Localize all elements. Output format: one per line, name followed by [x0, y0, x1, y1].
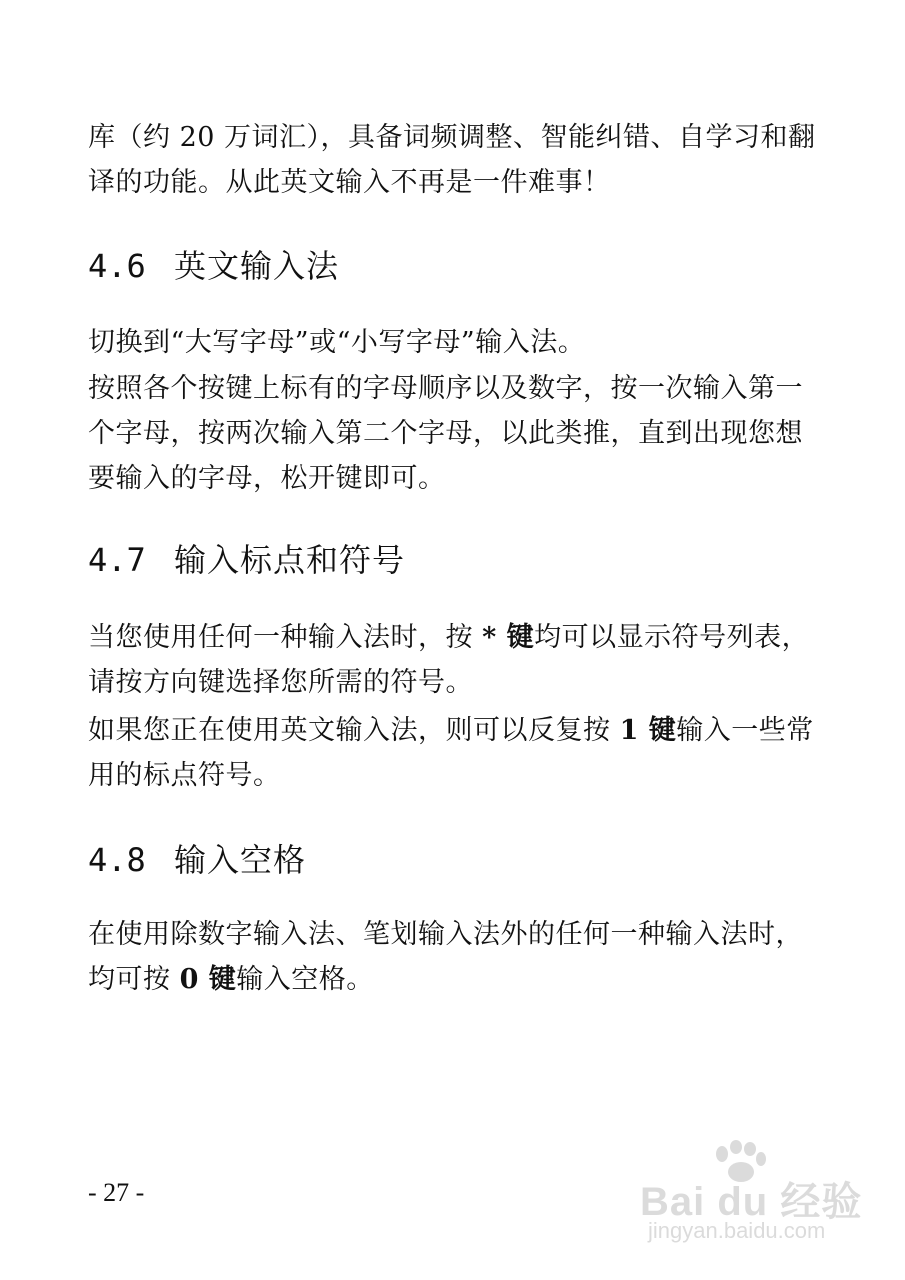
text-segment: 输入空格。 [236, 964, 374, 995]
intro-line-1: 库（约 20 万词汇），具备词频调整、智能纠错、自学习和翻 [88, 122, 816, 153]
section-number: 4.8 [88, 841, 146, 879]
paragraph-line [88, 957, 818, 1002]
paragraph-line [88, 708, 818, 753]
paragraph-line: 要输入的字母，松开键即可。 [88, 463, 446, 494]
paragraph-line: 个字母，按两次输入第二个字母，以此类推，直到出现您想 [88, 418, 803, 449]
paragraph-line: 请按方向键选择您所需的符号。 [88, 667, 473, 698]
section-4-6-paragraph-1 [88, 320, 818, 365]
intro-paragraph [88, 115, 818, 205]
watermark-brand: Bai du 经验 [640, 1180, 863, 1224]
watermark-url: jingyan.baidu.com [648, 1218, 826, 1243]
section-number: 4.7 [88, 541, 146, 579]
section-number: 4.6 [88, 247, 146, 285]
page-number: - 27 - [88, 1178, 145, 1207]
text-segment: 如果您正在使用英文输入法，则可以反复按 [88, 715, 620, 746]
key-label: * 键 [482, 622, 535, 653]
section-4-7-paragraph-2 [88, 708, 818, 798]
text-segment: 均可以显示符号列表， [534, 622, 810, 653]
paragraph-line [88, 615, 818, 660]
section-heading-4-6 [88, 246, 339, 286]
key-label: 1 键 [619, 715, 677, 746]
section-title: 输入标点和符号 [174, 541, 406, 579]
key-label: 0 键 [179, 964, 237, 995]
paragraph-line: 按照各个按键上标有的字母顺序以及数字，按一次输入第一 [88, 373, 803, 404]
section-heading-4-8 [88, 840, 306, 880]
text-segment: 输入一些常 [676, 715, 814, 746]
text-segment: 当您使用任何一种输入法时，按 [88, 622, 483, 653]
section-4-6-paragraph-2 [88, 366, 818, 501]
paragraph-line: 在使用除数字输入法、笔划输入法外的任何一种输入法时， [88, 919, 803, 950]
section-4-7-paragraph-1 [88, 615, 818, 705]
text-segment: 均可按 [88, 964, 180, 995]
section-4-8-paragraph-1 [88, 912, 818, 1002]
intro-line-2: 译的功能。从此英文输入不再是一件难事！ [88, 167, 611, 198]
section-title: 英文输入法 [174, 247, 340, 285]
paragraph-line: 用的标点符号。 [88, 760, 281, 791]
section-heading-4-7 [88, 540, 405, 580]
watermark [640, 1140, 890, 1250]
section-title: 输入空格 [174, 841, 307, 879]
paragraph-line: 切换到“大写字母”或“小写字母”输入法。 [88, 327, 586, 358]
